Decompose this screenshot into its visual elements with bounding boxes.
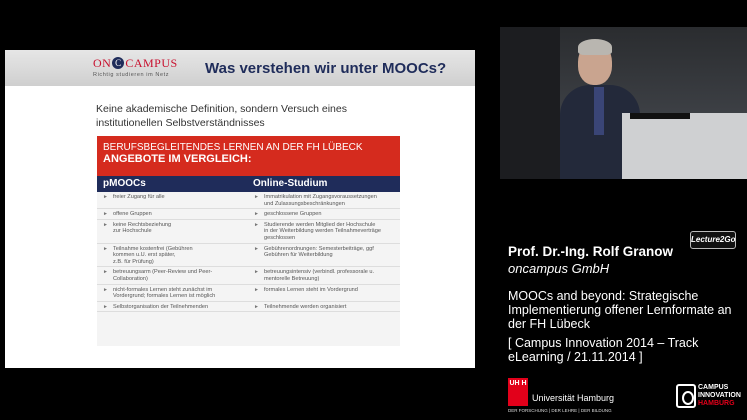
online-studium-cell xyxy=(248,285,399,301)
comparison-row xyxy=(97,285,400,302)
pmoocs-cell xyxy=(97,220,248,243)
online-studium-cell xyxy=(248,302,399,312)
box-header-line1: BERUFSBEGLEITENDES LERNEN AN DER FH LÜBECK xyxy=(103,142,363,153)
cell-text: formales Lernen steht im Vordergrund xyxy=(264,286,358,293)
column-header-pmoocs: pMOOCs xyxy=(103,178,146,189)
laptop xyxy=(630,113,690,119)
speaker-organization: oncampus GmbH xyxy=(508,261,610,276)
bullet-arrow-icon: ► xyxy=(103,245,108,252)
online-studium-cell xyxy=(248,209,399,219)
logo-tagline: Richtig studieren im Netz xyxy=(93,72,170,78)
event-info: [ Campus Innovation 2014 – Track eLearning / 21.11.2014 ] xyxy=(508,336,699,364)
pmoocs-cell xyxy=(97,244,248,267)
campus-text-3: HAMBURG xyxy=(698,400,735,407)
online-studium-cell xyxy=(248,267,399,283)
column-header-online-studium: Online-Studium xyxy=(253,178,328,189)
bullet-arrow-icon: ► xyxy=(254,286,259,293)
comparison-box xyxy=(97,136,400,346)
bullet-arrow-icon: ► xyxy=(103,194,108,200)
uhh-name: Universität Hamburg xyxy=(532,393,615,403)
talk-title: MOOCs and beyond: Strategische Implementierung offener Lernformate an der FH Lübeck xyxy=(508,289,732,331)
speaker-hair xyxy=(578,39,612,55)
presentation-slide xyxy=(5,50,475,368)
campus-innovation-logo xyxy=(676,384,744,412)
comparison-row xyxy=(97,209,400,220)
bullet-arrow-icon: ► xyxy=(254,269,259,276)
cell-text: offene Gruppen xyxy=(113,211,152,218)
pmoocs-cell xyxy=(97,267,248,283)
pmoocs-cell xyxy=(97,209,248,219)
cell-text: nicht-formales Lernen steht zunächst im Vordergrund; formales Lernen ist möglich xyxy=(113,286,216,300)
lecture2go-badge: Lecture2Go xyxy=(690,231,736,249)
comparison-row xyxy=(97,244,400,268)
bullet-arrow-icon: ► xyxy=(103,269,108,276)
uhh-mark-icon: UH H xyxy=(508,378,528,406)
logo-text-campus: CAMPUS xyxy=(125,56,178,70)
campus-text-2: INNOVATION xyxy=(698,392,741,399)
slide-intro-text: Keine akademische Definition, sondern Versuch eines institutionellen Selbstverständnisses xyxy=(96,103,347,129)
comparison-box-header xyxy=(97,136,400,176)
online-studium-cell xyxy=(248,244,399,267)
cell-text: keine Rechtsbeziehung zur Hochschule xyxy=(113,221,172,235)
bullet-arrow-icon: ► xyxy=(254,221,259,228)
cell-text: Studierende werden Mitglied der Hochschule in der Weiterbildung werden Teilnahmeverträge geschlossen xyxy=(264,221,382,241)
university-hamburg-logo xyxy=(508,378,613,418)
comparison-row xyxy=(97,220,400,244)
online-studium-cell xyxy=(248,192,399,208)
bullet-arrow-icon: ► xyxy=(254,303,259,310)
logo-text-on: ON xyxy=(93,56,112,70)
cell-text: Immatrikulation mit Zugangsvoraussetzungen und Zulassungsbeschränkungen xyxy=(264,194,377,207)
logo-c-icon: C xyxy=(112,57,124,69)
cell-text: Gebührenordnungen: Semesterbeiträge, ggf Gebühren für Weiterbildung xyxy=(264,245,374,259)
campus-innovation-icon xyxy=(676,384,696,408)
pmoocs-cell xyxy=(97,192,248,208)
cell-text: geschlossene Gruppen xyxy=(264,211,322,218)
slide-title: Was verstehen wir unter MOOCs? xyxy=(205,60,447,77)
speaker-name: Prof. Dr.-Ing. Rolf Granow xyxy=(508,244,673,259)
cell-text: betreuungsarm (Peer-Review und Peer- Collaboration) xyxy=(113,269,213,282)
speaker-tie xyxy=(594,87,604,135)
lectern xyxy=(622,113,747,179)
cell-text: freier Zugang für alle xyxy=(113,194,165,200)
pmoocs-cell xyxy=(97,285,248,301)
slide-header xyxy=(5,50,475,86)
online-studium-cell xyxy=(248,220,399,243)
bullet-arrow-icon: ► xyxy=(254,245,259,252)
cell-text: Selbstorganisation der Teilnehmenden xyxy=(113,303,209,310)
box-header-line2: ANGEBOTE IM VERGLEICH: xyxy=(103,153,252,165)
oncampus-logo xyxy=(93,56,178,82)
comparison-rows xyxy=(97,192,400,312)
bullet-arrow-icon: ► xyxy=(254,194,259,200)
pmoocs-cell xyxy=(97,302,248,312)
cell-text: Teilnahme kostenfrei (Gebühren kommen u.U. erst später, z.B. für Prüfung) xyxy=(113,245,193,265)
video-background-wall xyxy=(500,27,560,179)
bullet-arrow-icon: ► xyxy=(254,211,259,218)
bullet-arrow-icon: ► xyxy=(103,303,108,310)
comparison-row xyxy=(97,192,400,209)
comparison-column-headers xyxy=(97,176,400,192)
bullet-arrow-icon: ► xyxy=(103,286,108,293)
cell-text: betreuungsintensiv (verbindl. professorale u. mentorelle Betreuung) xyxy=(264,269,375,282)
campus-text-1: CAMPUS xyxy=(698,384,729,391)
comparison-row xyxy=(97,302,400,313)
cell-text: Teilnehmende werden organisiert xyxy=(264,303,347,310)
comparison-row xyxy=(97,267,400,284)
bullet-arrow-icon: ► xyxy=(103,211,108,218)
bullet-arrow-icon: ► xyxy=(103,221,108,228)
uhh-tagline: DER FORSCHUNG | DER LEHRE | DER BILDUNG xyxy=(508,408,612,413)
speaker-video[interactable] xyxy=(500,27,747,179)
